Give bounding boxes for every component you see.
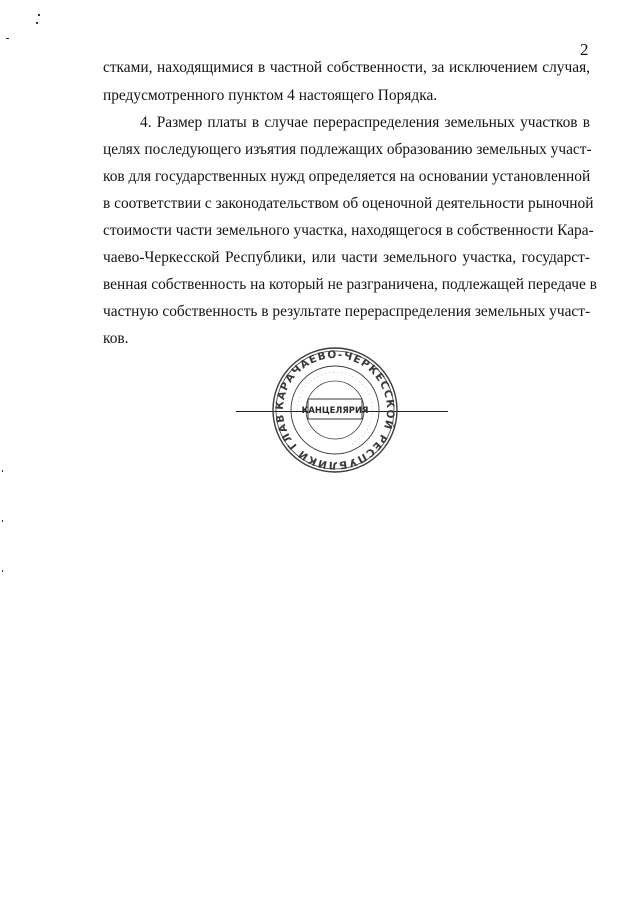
- text-line-5: ков для государственных нужд определяется на основании установленной: [103, 168, 591, 185]
- text-line-9: венная собственность на который не разграничена, подлежащей передаче в: [103, 276, 597, 293]
- official-stamp: [270, 345, 400, 475]
- scan-mark: [2, 520, 3, 522]
- text-line-6: в соответствии с законодательством об оценочной деятельности рыночной: [103, 195, 594, 212]
- text-line-7: стоимости части земельного участка, находящегося в собственности Кара-: [103, 222, 594, 239]
- text-line-2: предусмотренного пунктом 4 настоящего Порядка.: [103, 87, 438, 104]
- scan-mark: [36, 22, 38, 24]
- svg-text:· · · · · · · · · · · · · · ·: · · · · · · · · · · · · · · · · · · · · · · · · · · · · · · · · · · · · · · · ·: [295, 370, 375, 446]
- stamp-label: КАНЦЕЛЯРИЯ: [301, 405, 369, 415]
- scan-mark: [6, 38, 9, 39]
- text-line-8: чаево-Черкесской Республики, или части земельного участка, государст-: [103, 249, 590, 266]
- stamp-outer-text: КАРАЧАЕВО-ЧЕРКЕССКОЙ РЕСПУБЛИКИ ГЛАВ: [273, 348, 397, 472]
- text-line-4: целях последующего изъятия подлежащих образованию земельных участ-: [103, 141, 592, 158]
- text-line-10: частную собственность в результате перераспределения земельных участ-: [103, 303, 591, 320]
- stamp-seal-icon: [270, 345, 400, 475]
- scan-mark: [38, 14, 40, 16]
- page-number: 2: [580, 40, 589, 59]
- scan-mark: [2, 470, 3, 472]
- text-line-3: 4. Размер платы в случае перераспределения земельных участков в: [140, 114, 590, 131]
- text-line-1: стками, находящимися в частной собственности, за исключением случая,: [103, 59, 590, 76]
- text-line-11: ков.: [103, 330, 129, 347]
- scan-mark: [2, 570, 3, 572]
